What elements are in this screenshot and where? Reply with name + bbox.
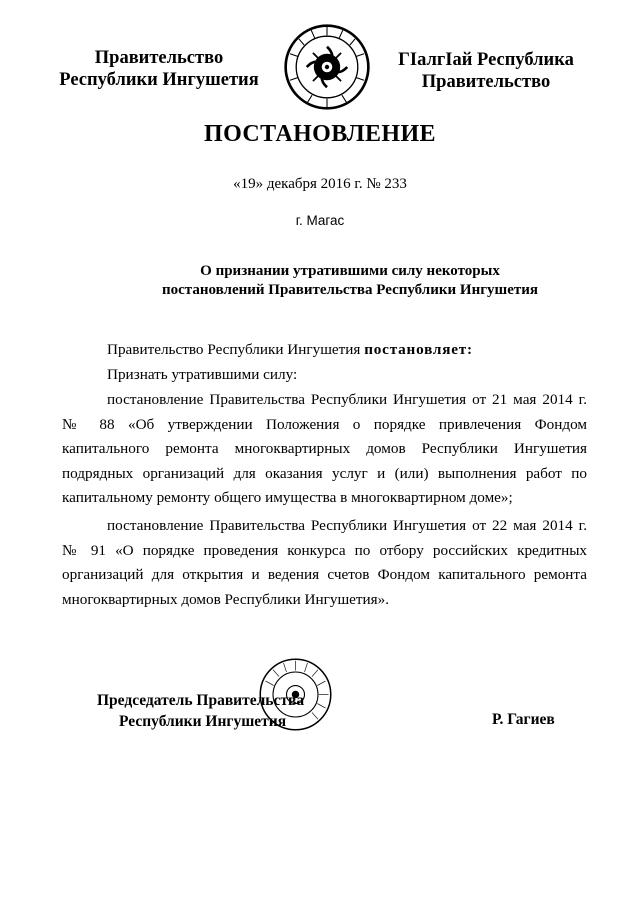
body-paragraph-item-1: постановление Правительства Республики Ингушетия от 21 мая 2014 г. № 88 «Об утверждении Положения о порядке привлечения Фондом капитального ремонта многоквартирных домов Республики Ингушетия подрядных организаций для оказания услуг и (или) выполнения работ по капитальному ремонту общего имущества в многоквартирном доме»; (62, 391, 587, 506)
document-subject (100, 262, 600, 300)
body-paragraph-item-2: постановление Правительства Республики Ингушетия от 22 мая 2014 г. № 91 «О порядке проведения конкурса по отбору российских кредитных организаций для открытия и ведения счетов Фондом капитального ремонта многоквартирных домов Республики Ингушетия». (62, 517, 587, 608)
header-left-line2: Республики Ингушетия (59, 70, 259, 90)
signatory-title-line2: Республики Ингушетия (119, 713, 287, 730)
body-paragraph-resolves (62, 338, 587, 363)
signatory-title-line1: Председатель Правительства (97, 692, 305, 709)
document-date-number: «19» декабря 2016 г. № 233 (233, 176, 407, 192)
header-left-line1: Правительство (94, 48, 224, 68)
document-title: ПОСТАНОВЛЕНИЕ (204, 121, 436, 147)
subject-line-2: постановлений Правительства Республики Ингушетия (162, 282, 538, 298)
resolves-emphasis: постановляет: (364, 341, 473, 358)
signatory-name: Р. Гагиев (492, 711, 555, 728)
document-place: г. Магас (295, 213, 345, 228)
subject-line-1: О признании утратившими силу некоторых (200, 263, 500, 279)
header-right-line1: ГIалгIай Республика (398, 50, 574, 70)
header-right-org (384, 49, 588, 93)
body-paragraph-declare: Признать утратившими силу: (107, 366, 298, 383)
header-left-org (48, 47, 270, 91)
header-right-line2: Правительство (421, 72, 551, 92)
signatory-title (97, 690, 304, 732)
coat-of-arms-emblem (283, 23, 371, 111)
resolves-text: Правительство Республики Ингушетия (107, 341, 365, 358)
